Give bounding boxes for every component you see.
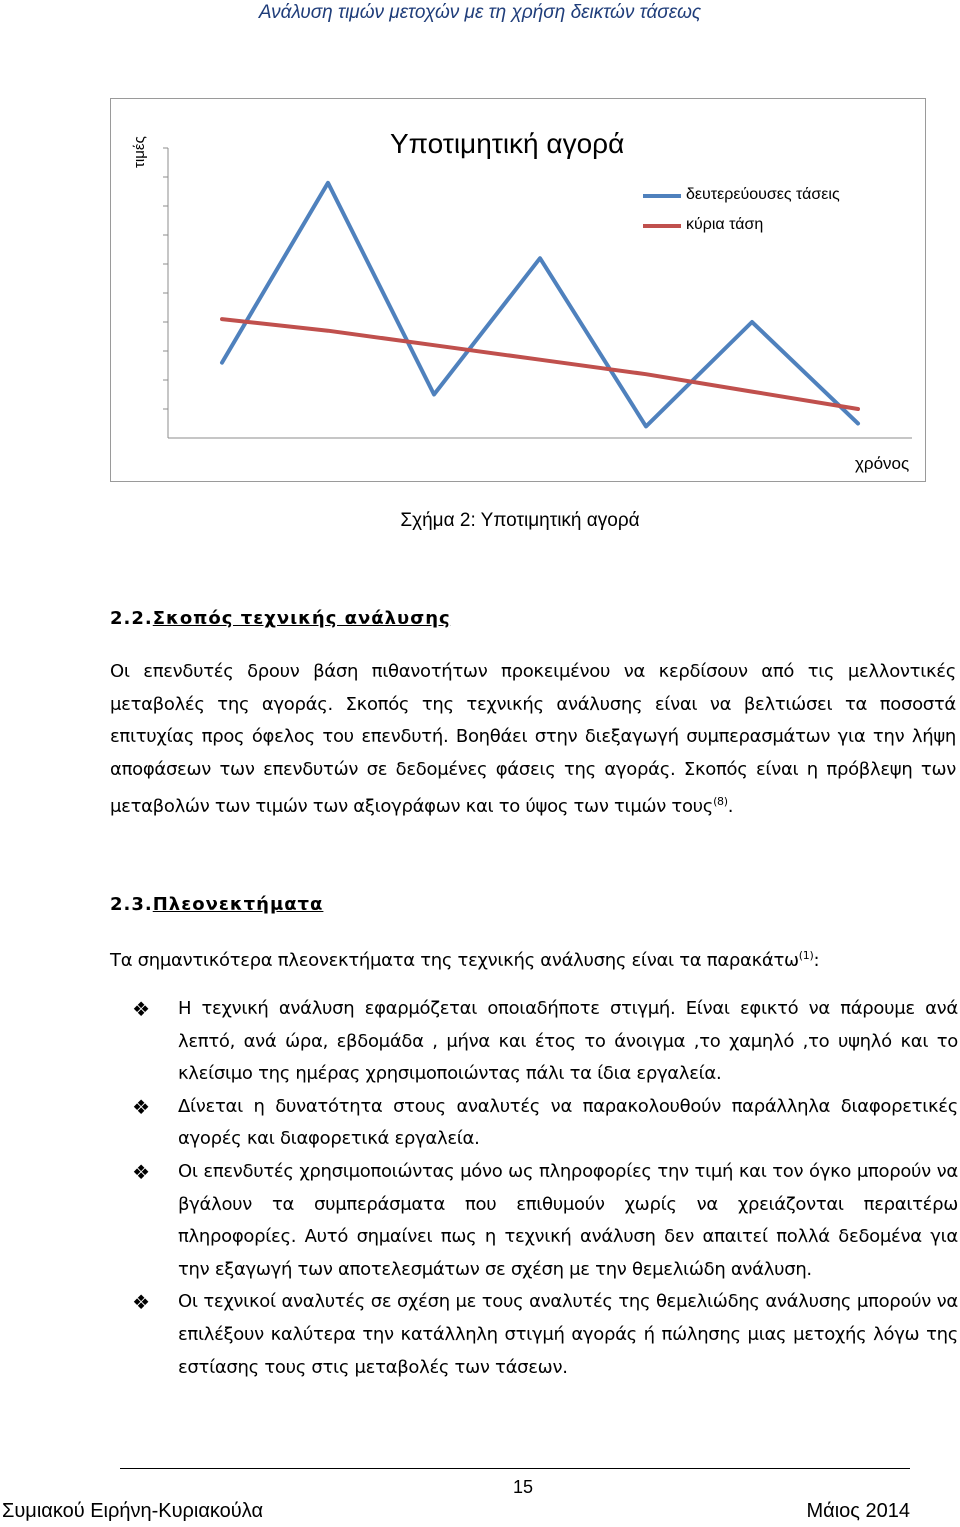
paragraph-text: Οι επενδυτές δρουν βάση πιθανοτήτων προκειμένου να κερδίσουν από τις μελλοντικές μεταβολές της αγοράς. Σκοπός της τεχνικής ανάλυσης είναι να βελτιώσει τα ποσοστά επιτυχίας προς όφελος του επενδυτή. Βοηθάει στην διεξαγωγή συμπερασμάτων για την λήψη αποφάσεων των επενδυτών σε δεδομένες φάσεις της αγοράς. Σκοπός είναι η πρόβλεψη των μεταβολών των τιμών των αξιογράφων και το ύψος των τιμών τους <box>110 661 956 818</box>
legend-swatch-secondary <box>643 194 681 198</box>
list-item-text: Οι τεχνικοί αναλυτές σε σχέση με τους αναλυτές της θεμελιώδης ανάλυσης μπορούν να επιλέξουν καλύτερα την κατάλληλη στιγμή αγοράς ή πώλησης μιας μετοχής λόγω της εστίασης τους στις μεταβολές των τάσεων. <box>178 1291 958 1378</box>
section-2-2-paragraph <box>110 656 956 824</box>
section-number: 2.2. <box>110 608 153 629</box>
line-chart <box>0 0 960 500</box>
chart-title: Υποτιμητική αγορά <box>390 128 625 159</box>
reference-mark: (8) <box>713 795 728 809</box>
reference-mark: (1) <box>798 949 814 962</box>
legend-swatch-primary <box>643 224 681 228</box>
list-item-text: Δίνεται η δυνατότητα στους αναλυτές να παρακολουθούν παράλληλα διαφορετικές αγορές και διαφορετικά εργαλεία. <box>178 1095 958 1150</box>
section-title: Πλεονεκτήματα <box>152 894 324 915</box>
x-axis-label: χρόνος <box>855 454 910 473</box>
intro-end: : <box>813 950 820 971</box>
list-item <box>130 1286 958 1384</box>
section-heading-2-3 <box>110 894 323 915</box>
legend-label-secondary: δευτερεύουσες τάσεις <box>686 186 840 203</box>
running-header: Ανάλυση τιμών μετοχών με τη χρήση δεικτών τάσεως <box>258 2 702 23</box>
section-2-3-intro <box>110 940 956 978</box>
page-number: 15 <box>513 1477 534 1497</box>
footer-divider <box>120 1468 910 1469</box>
list-item-text: Η τεχνική ανάλυση εφαρμόζεται οποιαδήποτε στιγμή. Είναι εφικτό να πάρουμε ανά λεπτό, ανά ώρα, εβδομάδα , μήνα και έτος το άνοιγμα ,το χαμηλό ,το υψηλό και το κλείσιμο της ημέρας χρησιμοποιώντας πάλι τα ίδια εργαλεία. <box>178 998 958 1085</box>
section-number: 2.3. <box>110 894 153 915</box>
diamond-bullet-icon: ❖ <box>132 1290 150 1315</box>
legend-label-primary: κύρια τάση <box>686 216 764 233</box>
advantages-list <box>130 993 958 1384</box>
footer-date: Μάιος 2014 <box>806 1500 910 1522</box>
section-title: Σκοπός τεχνικής ανάλυσης <box>152 608 451 629</box>
footer-author: Συμιακού Ειρήνη-Κυριακούλα <box>2 1500 264 1522</box>
list-item-text: Οι επενδυτές χρησιμοποιώντας μόνο ως πληροφορίες την τιμή και τον όγκο μπορούν να βγάλουν τα συμπεράσματα που επιθυμούν χωρίς να χρειάζονται περαιτέρω πληροφορίες. Αυτό σημαίνει πως η τεχνική ανάλυση δεν απαιτεί πολλά δεδομένα για την εξαγωγή των αποτελεσμάτων σε σχέση με την θεμελιώδη ανάλυση. <box>178 1160 958 1280</box>
y-axis-label: τιμές <box>131 136 148 168</box>
intro-text: Τα σημαντικότερα πλεονεκτήματα της τεχνικής ανάλυσης είναι τα παρακάτω <box>110 950 799 971</box>
paragraph-end: . <box>727 796 734 818</box>
figure-caption: Σχήμα 2: Υποτιμητική αγορά <box>400 510 640 531</box>
section-heading-2-2 <box>110 608 451 629</box>
diamond-bullet-icon: ❖ <box>132 1094 150 1119</box>
list-item <box>130 993 958 1091</box>
list-item <box>130 1156 958 1286</box>
diamond-bullet-icon: ❖ <box>132 1159 150 1184</box>
diamond-bullet-icon: ❖ <box>132 997 150 1021</box>
list-item <box>130 1091 958 1156</box>
